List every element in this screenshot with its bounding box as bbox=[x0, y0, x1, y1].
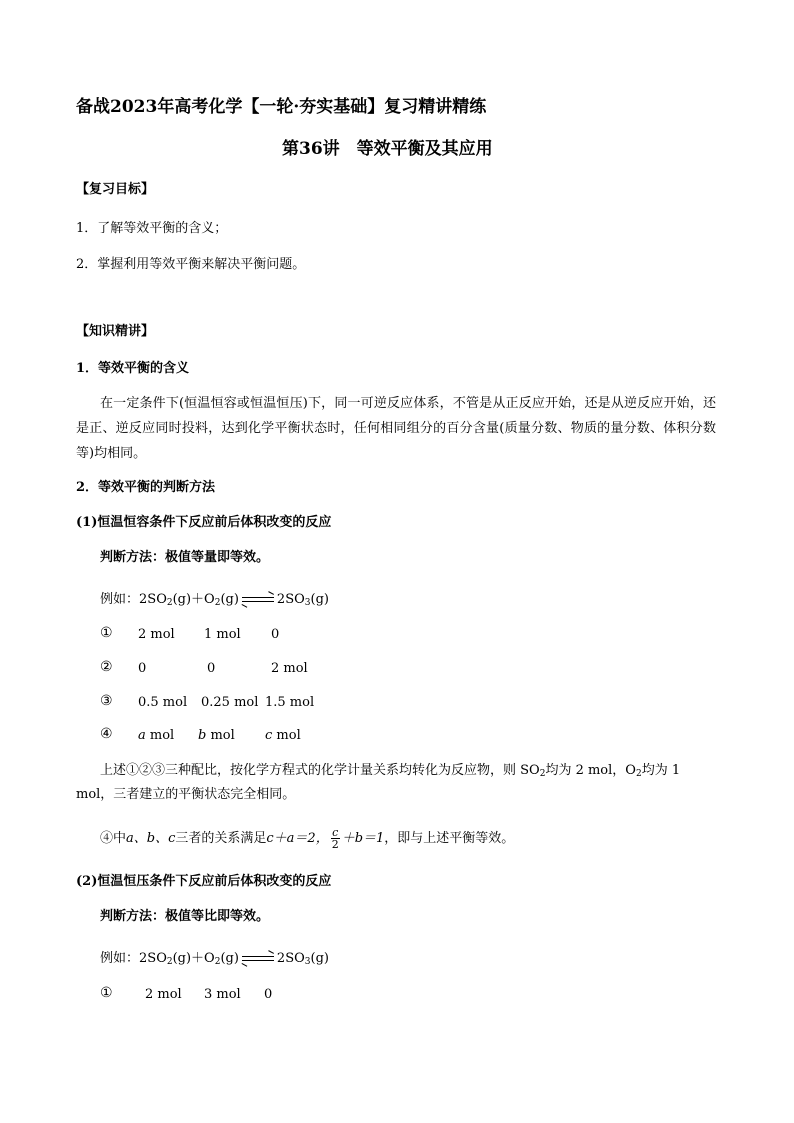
row-value-o2: b mol bbox=[198, 728, 235, 743]
equilibrium-arrow-icon bbox=[242, 595, 274, 605]
row-value-so3: c mol bbox=[265, 728, 301, 743]
review-heading: 【复习目标】 bbox=[76, 182, 155, 197]
row-value-so2: a mol bbox=[138, 728, 175, 743]
case-2-title: (2)恒温恒压条件下反应前后体积改变的反应 bbox=[76, 874, 332, 889]
case-1-conclusion-line-2: mol，三者建立的平衡状态完全相同。 bbox=[76, 787, 296, 802]
case-2-method: 判断方法：极值等比即等效。 bbox=[100, 909, 270, 924]
equation-2: 例如：$2SO_2(g)+O_2(g)$ $2SO_3(g)$ bbox=[100, 951, 329, 967]
row-value-o2: 1 mol bbox=[204, 627, 241, 642]
case-1-relation: ④中a、b、c三者的关系满足c＋a＝2， $\frac{c}{2}$ ＋b＝1，即与上述平衡等效。 bbox=[100, 826, 515, 851]
row-mark: ③ bbox=[100, 693, 113, 709]
knowledge-heading: 【知识精讲】 bbox=[76, 324, 155, 339]
row-value-so3: 0 bbox=[271, 627, 280, 642]
equation-1: 例如：$2SO_2(g)+O_2(g)$ $2SO_3(g)$ bbox=[100, 592, 329, 608]
section-1-title: 1．等效平衡的含义 bbox=[76, 361, 190, 376]
row-mark: ② bbox=[100, 659, 113, 675]
row-value-so2: 0.5 mol bbox=[138, 695, 188, 710]
row-mark: ① bbox=[100, 985, 113, 1001]
row-value-o2: 0.25 mol bbox=[201, 695, 259, 710]
case-1-title: (1)恒温恒容条件下反应前后体积改变的反应 bbox=[76, 515, 332, 530]
lecture-title: 第36讲 等效平衡及其应用 bbox=[282, 139, 493, 159]
row-value-so2: 0 bbox=[138, 661, 147, 676]
row-value-so3: 1.5 mol bbox=[265, 695, 315, 710]
row-mark: ① bbox=[100, 625, 113, 641]
row-value-o2: 0 bbox=[207, 661, 216, 676]
row-value-so3: 0 bbox=[264, 987, 273, 1002]
review-item-1: 1．了解等效平衡的含义； bbox=[76, 221, 228, 236]
review-item-2: 2．掌握利用等效平衡来解决平衡问题。 bbox=[76, 257, 306, 272]
fraction-c-over-2: $\frac{c}{2}$ bbox=[331, 826, 339, 851]
case-1-conclusion-line-1: 上述①②③三种配比，按化学方程式的化学计量关系均转化为反应物，则 $SO_2$均为 2 mol，$O_2$均为 1 bbox=[100, 763, 681, 779]
row-mark: ④ bbox=[100, 726, 113, 742]
document-title: 备战2023年高考化学【一轮·夯实基础】复习精讲精练 bbox=[76, 97, 487, 117]
row-value-o2: 3 mol bbox=[204, 987, 241, 1002]
row-value-so2: 2 mol bbox=[138, 627, 175, 642]
section-1-paragraph: 在一定条件下(恒温恒容或恒温恒压)下，同一可逆反应体系，不管是从正反应开始，还是从逆反应开始，还是正、逆反应同时投料，达到化学平衡状态时，任何相同组分的百分含量(质量分数、物质的量分数、体积分数等)均相同。 bbox=[76, 396, 716, 461]
equilibrium-arrow-icon bbox=[242, 954, 274, 964]
row-value-so2: 2 mol bbox=[145, 987, 182, 1002]
case-1-method: 判断方法：极值等量即等效。 bbox=[100, 550, 270, 565]
row-value-so3: 2 mol bbox=[271, 661, 308, 676]
section-2-title: 2．等效平衡的判断方法 bbox=[76, 480, 216, 495]
